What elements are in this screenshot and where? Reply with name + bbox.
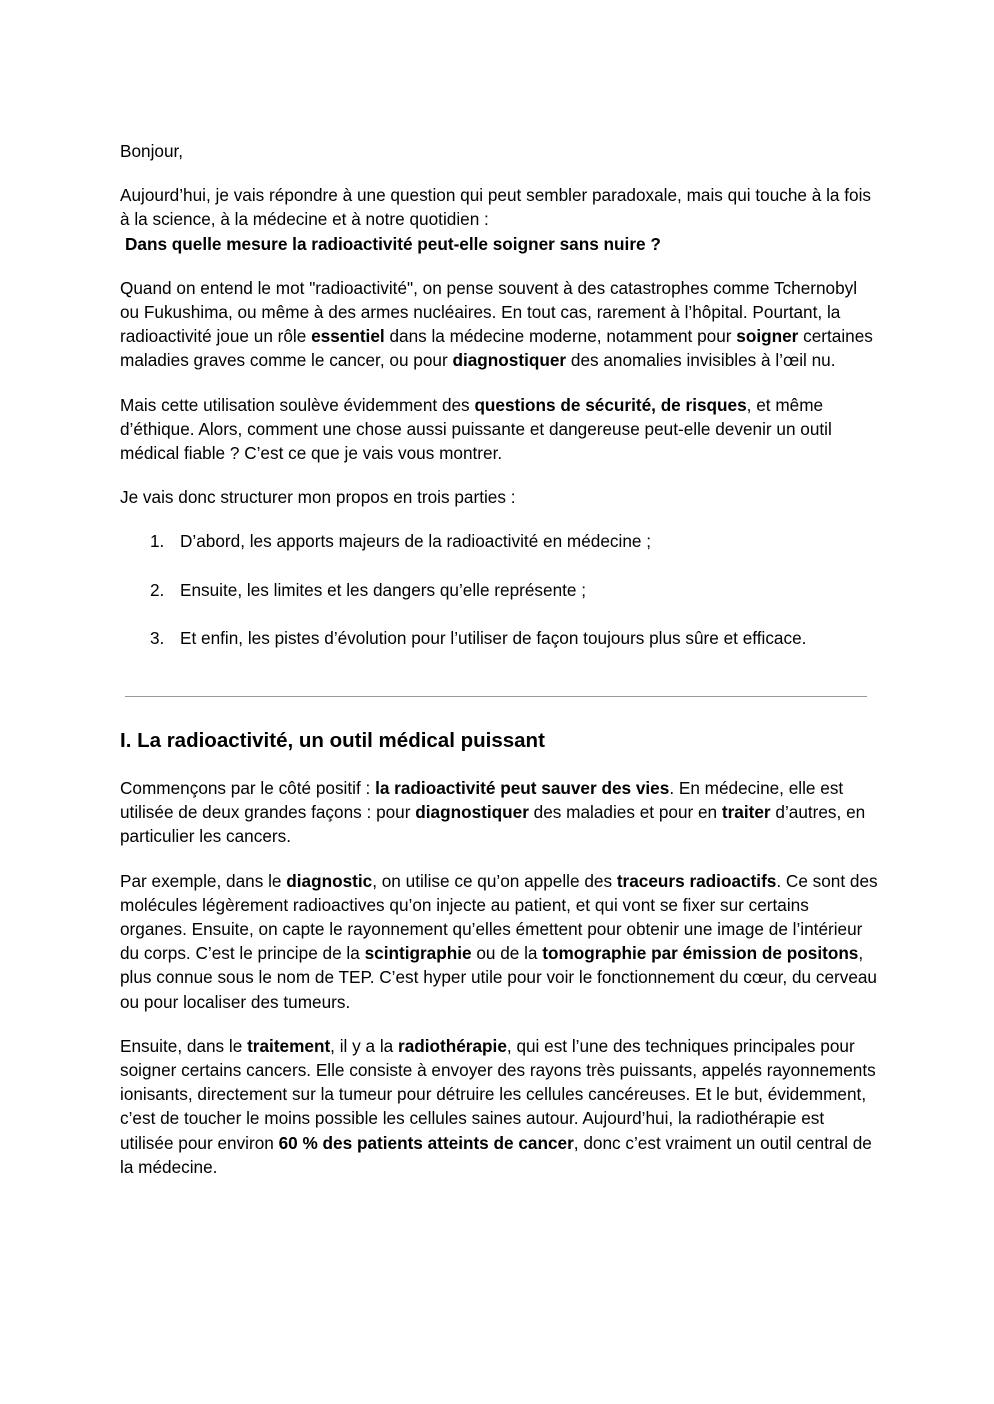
list-number: 1. bbox=[150, 531, 165, 552]
text-run: , plus connue sous le nom de TEP. C’est hyper utile pour voir le fonctionnement du cœur, du cerveau ou pour localiser des tumeurs. bbox=[120, 943, 877, 1012]
text-run: ou de la bbox=[471, 943, 543, 964]
bold-text: diagnostiquer bbox=[452, 350, 567, 371]
text-run: . En médecine, elle est utilisée de deux grandes façons : pour bbox=[120, 778, 844, 823]
list-item bbox=[120, 626, 880, 650]
text-run: , et même d’éthique. Alors, comment une chose aussi puissante et dangereuse peut-elle devenir un outil médical fiable ? C’est ce que je vais vous montrer. bbox=[120, 394, 832, 464]
text-run: des maladies et pour en bbox=[528, 802, 722, 823]
horizontal-divider bbox=[125, 696, 867, 697]
bold-text: traiter bbox=[721, 802, 771, 823]
section-paragraph-1 bbox=[120, 776, 880, 849]
bold-text: radiothérapie bbox=[398, 1035, 507, 1056]
text-run: Commençons par le côté positif : bbox=[120, 778, 376, 799]
text-run: dans la médecine moderne, notamment pour bbox=[384, 326, 737, 347]
bold-text: 60 % des patients atteints de cancer bbox=[278, 1132, 574, 1153]
list-item-text: Ensuite, les limites et les dangers qu’elle représente ; bbox=[180, 579, 587, 600]
text-run: Quand on entend le mot "radioactivité", on pense souvent à des catastrophes comme Tchernobyl ou Fukushima, ou même à des armes nucléaires. En tout cas, rarement à l’hôpital. Pourtant, la radioactivité joue un rôle bbox=[120, 277, 858, 347]
section-paragraph-2 bbox=[120, 869, 880, 1014]
bold-text: diagnostiquer bbox=[415, 802, 529, 823]
list-item-text: Et enfin, les pistes d’évolution pour l’utiliser de façon toujours plus sûre et efficace. bbox=[180, 627, 807, 648]
bold-text: soigner bbox=[736, 326, 799, 347]
text-run: , donc c’est vraiment un outil central de la médecine. bbox=[120, 1132, 872, 1177]
text-run: Mais cette utilisation soulève évidemment des bbox=[120, 394, 475, 415]
bold-text: diagnostic bbox=[286, 870, 373, 891]
text-run: d’autres, en particulier les cancers. bbox=[120, 802, 866, 847]
bold-text: traitement bbox=[247, 1035, 331, 1056]
list-item bbox=[120, 529, 880, 553]
context-paragraph bbox=[120, 276, 880, 373]
text-run: certaines maladies graves comme le cancer, ou pour bbox=[120, 326, 873, 371]
text-run: des anomalies invisibles à l’œil nu. bbox=[566, 350, 836, 371]
list-number: 3. bbox=[150, 627, 165, 648]
list-item-text: D’abord, les apports majeurs de la radioactivité en médecine ; bbox=[180, 531, 651, 552]
list-number: 2. bbox=[150, 579, 165, 600]
document-page bbox=[120, 139, 880, 1199]
section-heading: I. La radioactivité, un outil médical puissant bbox=[120, 729, 545, 753]
bold-text: scintigraphie bbox=[364, 943, 472, 964]
bold-text: tomographie par émission de positons bbox=[542, 943, 859, 964]
intro-text: Aujourd’hui, je vais répondre à une question qui peut sembler paradoxale, mais qui touche à la fois à la science, à la médecine et à notre quotidien : bbox=[120, 185, 871, 230]
text-run: , on utilise ce qu’on appelle des bbox=[372, 870, 617, 891]
issues-paragraph bbox=[120, 393, 880, 466]
bold-text: questions de sécurité, de risques bbox=[474, 394, 747, 415]
text-run: Ensuite, dans le bbox=[120, 1035, 248, 1056]
text-run: Par exemple, dans le bbox=[120, 870, 287, 891]
bold-text: la radioactivité peut sauver des vies bbox=[375, 778, 670, 799]
list-item bbox=[120, 578, 880, 602]
section-paragraph-3 bbox=[120, 1034, 880, 1179]
text-run: , il y a la bbox=[330, 1035, 398, 1056]
problem-question: Dans quelle mesure la radioactivité peut-elle soigner sans nuire ? bbox=[125, 233, 661, 254]
intro-paragraph bbox=[120, 183, 880, 256]
bold-text: traceurs radioactifs bbox=[616, 870, 777, 891]
text-run: , qui est l’une des techniques principales pour soigner certains cancers. Elle consiste à envoyer des rayons très puissants, appelés rayonnements ionisants, directement sur la tumeur pour détruire les cellules cancéreuses. Et le but, évidemment, c’est de toucher le moins possible les cellules saines autour. Aujourd’hui, la radiothérapie est utilisée pour environ bbox=[120, 1035, 876, 1153]
greeting: Bonjour, bbox=[120, 141, 184, 161]
plan-intro: Je vais donc structurer mon propos en trois parties : bbox=[120, 487, 516, 508]
bold-text: essentiel bbox=[311, 326, 385, 347]
plan-list bbox=[120, 529, 880, 650]
text-run: . Ce sont des molécules légèrement radioactives qu’on injecte au patient, et qui vont se fixer sur certains organes. Ensuite, on capte le rayonnement qu’elles émettent pour obtenir une image de l’intérieur du corps. C’est le principe de la bbox=[120, 870, 878, 964]
